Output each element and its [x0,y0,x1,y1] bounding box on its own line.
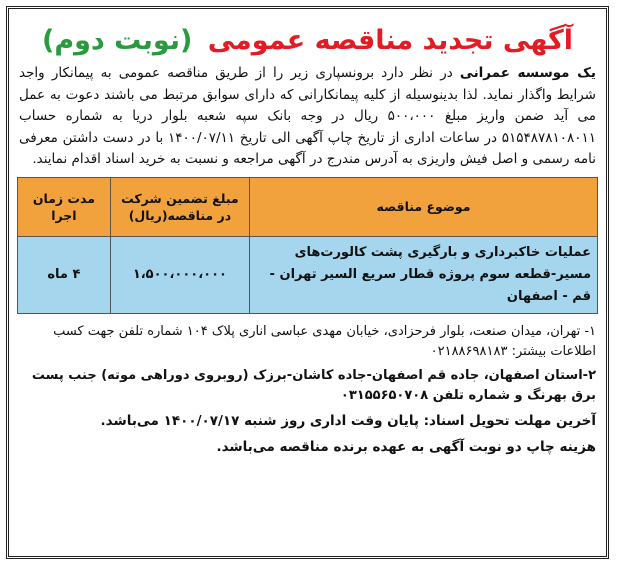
cell-subject: عملیات خاکبرداری و بارگیری پشت کالورت‌های مسیر-قطعه سوم پروژه قطار سریع السیر تهران - قم - اصفهان [250,236,598,313]
header-subject: موضوع مناقصه [250,177,598,236]
cell-duration: ۴ ماه [18,236,111,313]
ad-content [17,17,598,548]
table-row [18,236,598,313]
ad-intro [19,63,596,171]
address-tehran: ۱- تهران، میدان صنعت، بلوار فرحزادی، خیابان مهدی عباسی اناری پلاک ۱۰۴ شماره تلفن جهت کسب اطلاعات بیشتر: ۰۲۱۸۸۶۹۸۱۸۳ [53,323,596,359]
address-isfahan: ۲-استان اصفهان، جاده قم اصفهان-جاده کاشان-برزک (روبروی دوراهی موته) جنب پست برق بهرنگ و شماره تلفن ۰۳۱۵۵۶۵۰۷۰۸ [31,367,596,403]
tender-table [17,177,598,314]
deadline-text: آخرین مهلت تحویل اسناد: پایان وقت اداری روز شنبه ۱۴۰۰/۰۷/۱۷ می‌باشد. [100,412,596,429]
tender-table-header [18,177,598,236]
ad-title [17,21,598,61]
intro-text: در نظر دارد برونسپاری زیر را از طریق مناقصه عمومی به پیمانکار واجد شرایط واگذار نماید. لذا بدینوسیله از کلیه پیمانکارانی که دارای سوابق مرتبط می باشند دعوت به عمل می آید ضمن واریز مبلغ ۵۰۰،۰۰۰ ریال در وجه بانک سپه شعبه بلوار دریا به شماره حساب ۵۱۵۴۸۷۸۱۰۸۰۱۱ در ساعات اداری از تاریخ چاپ آگهی الی تاریخ ۱۴۰۰/۰۷/۱۱ با در دست داشتن معرفی نامه رسمی و اصل فیش واریزی به آدرس مندرج در آگهی مراجعه و نسبت به خرید اسناد اقدام نمایند. [19,65,596,167]
ad-title-main: آگهی تجدید مناقصه عمومی [207,25,573,56]
addresses [17,322,598,406]
ad-title-round: (نوبت دوم) [42,25,193,56]
cost-note: هزینه چاپ دو نوبت آگهی به عهده برنده مناقصه می‌باشد. [216,438,596,455]
header-duration: مدت زمان اجرا [18,177,111,236]
ad-frame [6,6,609,559]
header-bond: مبلغ تضمین شرکت در مناقصه(ریال) [110,177,249,236]
intro-organization: یک موسسه عمرانی [459,65,597,81]
cell-bond: ۱،۵۰۰،۰۰۰،۰۰۰ [110,236,249,313]
